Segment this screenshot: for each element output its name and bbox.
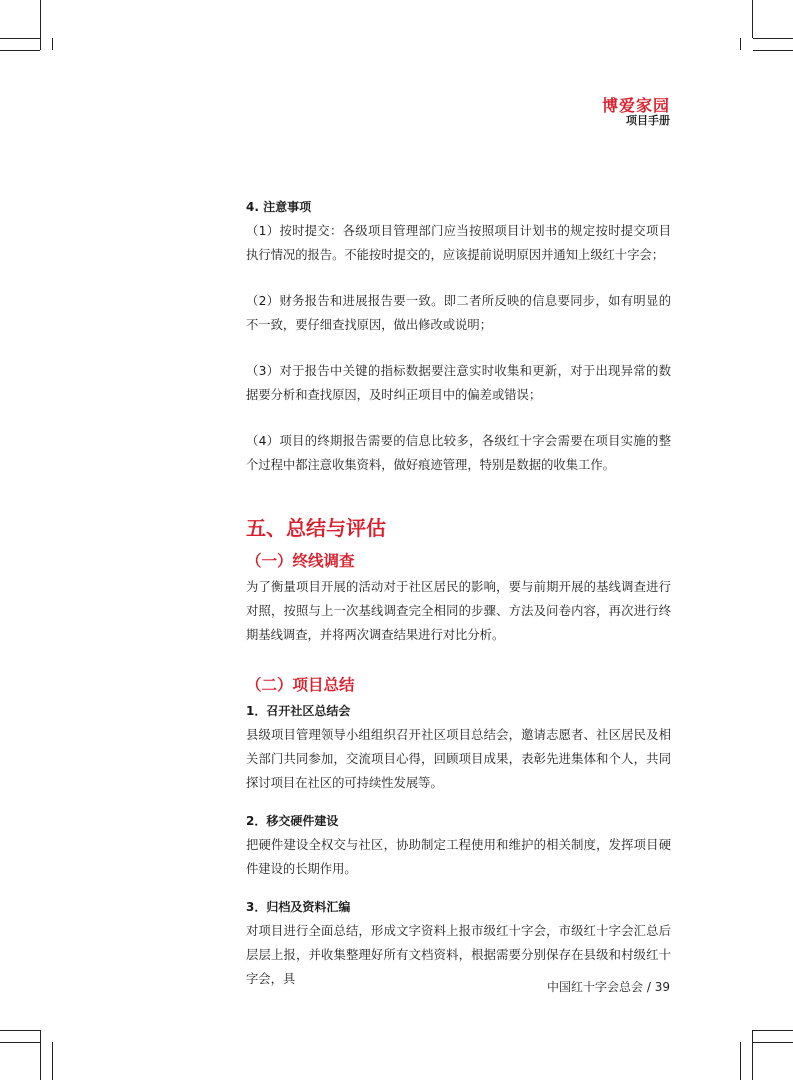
crop-mark: [52, 38, 53, 50]
item-body: 把硬件建设全权交与社区，协助制定工程使用和维护的相关制度，发挥项目硬件建设的长期作用。: [246, 838, 671, 876]
running-header-subtitle: 项目手册: [626, 114, 670, 127]
page-footer: 中国红十字会总会 / 39: [547, 980, 670, 994]
subsection-title: （二）项目总结: [246, 676, 355, 694]
crop-mark: [753, 1042, 793, 1043]
item-heading: 2．移交硬件建设: [246, 814, 339, 828]
item-body: 对项目进行全面总结，形成文字资料上报市级红十字会，市级红十字会汇总后层层上报，并收集整理好所有文档资料，根据需要分别保存在县级和村级红十字会，具: [246, 924, 671, 986]
crop-mark: [0, 50, 40, 51]
crop-mark: [0, 1042, 40, 1043]
notes-item: （1）按时提交：各级项目管理部门应当按照项目计划书的规定按时提交项目执行情况的报告。不能按时提交的，应该提前说明原因并通知上级红十字会；: [246, 224, 671, 262]
crop-mark: [40, 1030, 41, 1080]
crop-mark: [52, 1042, 53, 1080]
item-heading: 3．归档及资料汇编: [246, 900, 351, 914]
item-body: 县级项目管理领导小组组织召开社区项目总结会，邀请志愿者、社区居民及相关部门共同参加，交流项目心得，回顾项目成果，表彰先进集体和个人，共同探讨项目在社区的可持续性发展等。: [246, 728, 671, 790]
crop-mark: [753, 50, 793, 51]
running-header-brand: 博爱家园: [601, 96, 670, 115]
notes-item: （4）项目的终期报告需要的信息比较多，各级红十字会需要在项目实施的整个过程中都注意收集资料，做好痕迹管理，特别是数据的收集工作。: [246, 434, 671, 472]
crop-mark: [753, 38, 793, 39]
crop-mark: [753, 1030, 793, 1031]
crop-mark: [40, 0, 41, 38]
crop-mark: [0, 1030, 40, 1031]
subsection-body: 为了衡量项目开展的活动对于社区居民的影响，要与前期开展的基线调查进行对照，按照与上一次基线调查完全相同的步骤、方法及问卷内容，再次进行终期基线调查，并将两次调查结果进行对比分析。: [246, 580, 671, 642]
notes-item: （2）财务报告和进展报告要一致。即二者所反映的信息要同步，如有明显的不一致，要仔细查找原因，做出修改或说明；: [246, 294, 671, 332]
section-title: 五、总结与评估: [246, 516, 386, 540]
crop-mark: [0, 38, 40, 39]
crop-mark: [740, 1042, 741, 1080]
notes-heading: 4. 注意事项: [246, 200, 312, 214]
notes-item: （3）对于报告中关键的指标数据要注意实时收集和更新，对于出现异常的数据要分析和查找原因，及时纠正项目中的偏差或错误；: [246, 364, 671, 402]
subsection-title: （一）终线调查: [246, 552, 355, 570]
crop-mark: [740, 38, 741, 50]
page-content: [246, 195, 671, 991]
crop-mark: [752, 1030, 753, 1080]
crop-mark: [40, 38, 41, 50]
item-heading: 1．召开社区总结会: [246, 704, 351, 718]
crop-mark: [752, 0, 753, 38]
